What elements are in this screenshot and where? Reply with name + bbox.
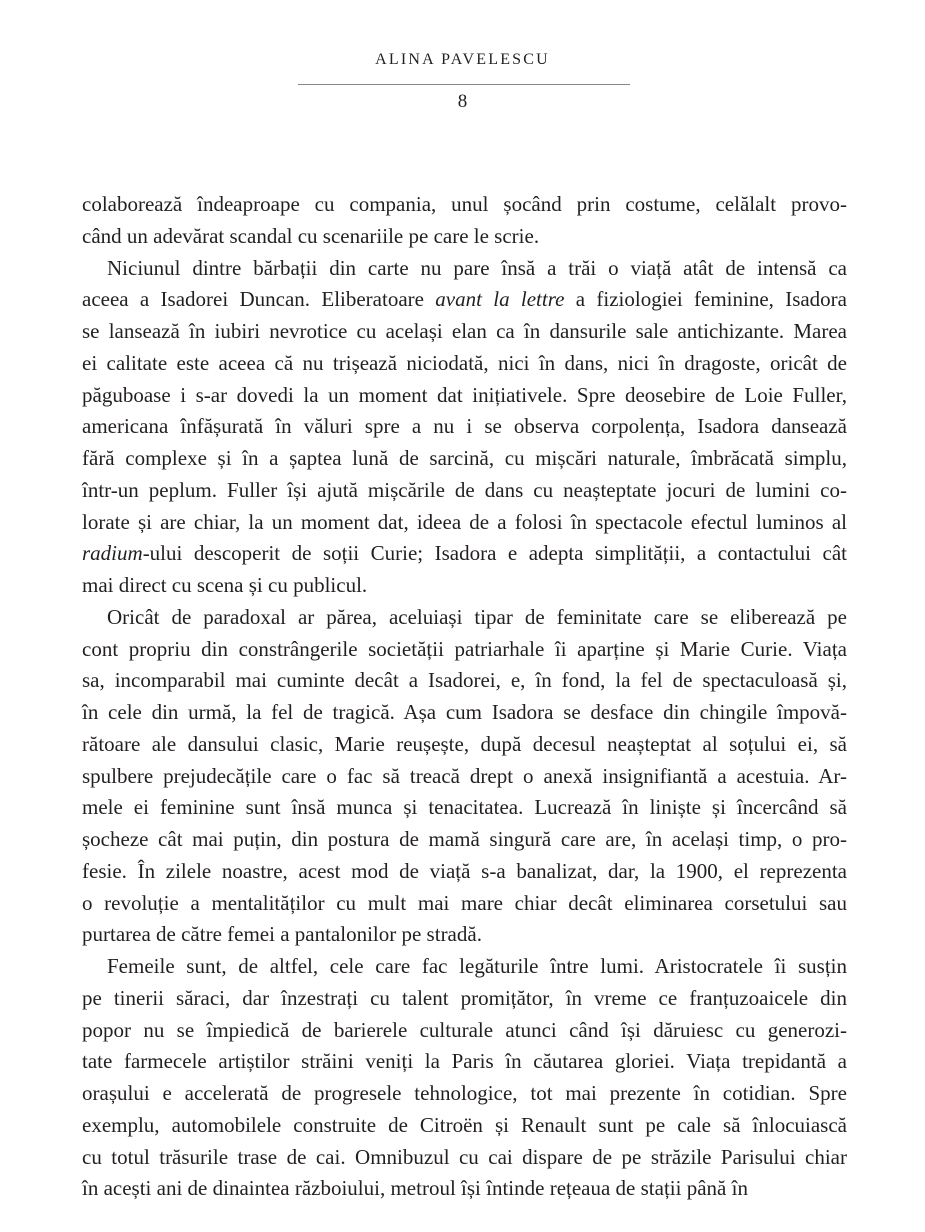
header-rule [298,84,630,85]
text-run: păguboase i s-ar dovedi la un moment dat inițiativele. Spre deosebire de Loie Fuller, [82,382,847,407]
italic-text: radium [82,541,143,566]
text-line [82,570,847,602]
page-number: 8 [457,91,468,112]
text-run: când un adevărat scandal cu scenariile pe care le scrie. [82,223,540,248]
text-run: ei calitate este aceea că nu trișează niciodată, nici în dans, nici în dragoste, oricât de [82,350,847,375]
text-run: în cele din urmă, la fel de tragică. Așa cum Isadora se desface din chingile împovă- [82,700,847,724]
text-line [82,411,847,443]
text-run: americana înfășurată în văluri spre a nu i se observa corpolența, Isadora dansează [82,414,847,439]
text-line [82,1142,847,1174]
text-run: cont propriu din constrângerile societății patriarhale îi aparține și Marie Curie. Viața [82,636,847,661]
text-run: se lansează în iubiri nevrotice cu același elan ca în dansurile sale antichizante. Marea [82,319,847,343]
text-run: o revoluție a mentalităților cu mult mai mare chiar decât eliminarea corsetului sau [82,890,847,915]
text-line [82,729,847,761]
text-run: Oricât de paradoxal ar părea, aceluiași tipar de feminitate care se eliberează pe [107,604,847,629]
body-text [82,189,847,1205]
italic-text: avant la lettre [435,287,565,312]
text-run: fesie. În zilele noastre, acest mod de viață s-a banalizat, dar, la 1900, el reprezenta [82,858,847,883]
text-line [82,380,847,412]
text-line [82,475,847,507]
paragraph [82,951,847,1205]
text-line [82,538,847,570]
text-line [82,697,847,729]
paragraph [82,253,847,602]
text-run: mai direct cu scena și cu publicul. [82,573,368,597]
text-line [82,253,847,285]
text-run: mele ei feminine sunt însă munca și tenacitatea. Lucrează în liniște și încercând să [82,795,847,820]
text-line [82,1078,847,1110]
text-run: cu totul trăsurile trase de cai. Omnibuzul cu cai dispare de pe străzile Parisului chiar [82,1144,847,1169]
text-run: Niciunul dintre bărbații din carte nu pare însă a trăi o viață atât de intensă ca [107,255,847,280]
paragraph [82,189,847,253]
text-run: fără complexe și în a șaptea lună de sarcină, cu mișcări naturale, îmbrăcată simplu, [82,446,847,470]
text-line [82,824,847,856]
text-run: Femeile sunt, de altfel, cele care fac legăturile între lumi. Aristocratele îi susțin [107,954,847,978]
text-line [82,1173,847,1205]
text-run: orașului e accelerată de progresele tehnologice, tot mai prezente în cotidian. Spre [82,1081,847,1105]
text-line [82,665,847,697]
text-run: rătoare ale dansului clasic, Marie reușește, după decesul neașteptat al soțului ei, să [82,731,847,756]
text-run: spulbere prejudecățile care o fac să treacă drept o anexă insignifiantă a acestuia. Ar- [82,763,847,788]
text-run: lorate și are chiar, la un moment dat, ideea de a folosi în spectacole efectul luminos al [82,509,847,534]
text-line [82,443,847,475]
text-line [82,951,847,983]
text-line [82,316,847,348]
running-head: ALINA PAVELESCU [375,51,550,68]
text-run: a fiziologiei feminine, Isadora [564,287,847,312]
text-line [82,856,847,888]
text-line [82,888,847,920]
text-run: sa, incomparabil mai cuminte decât a Isadorei, e, în fond, la fel de spectaculoasă și, [82,668,847,693]
text-line [82,189,847,221]
text-run: șocheze cât mai puțin, din postura de mamă singură care are, în același timp, o pro- [82,827,847,851]
text-line [82,1110,847,1142]
text-line [82,983,847,1015]
text-run: popor nu se împiedică de barierele culturale atunci când își dăruiesc cu generozi- [82,1017,847,1042]
text-line [82,1015,847,1047]
text-line [82,634,847,666]
text-run: în acești ani de dinaintea războiului, metroul își întinde rețeaua de stații până în [82,1176,748,1201]
text-line [82,761,847,793]
text-line [82,221,847,253]
text-line [82,602,847,634]
text-run: tate farmecele artiștilor străini veniți la Paris în căutarea gloriei. Viața trepidantă a [82,1049,847,1074]
paragraph [82,602,847,951]
text-line [82,792,847,824]
text-line [82,1046,847,1078]
text-run: aceea a Isadorei Duncan. Eliberatoare [82,287,436,312]
text-run: purtarea de către femei a pantalonilor pe stradă. [82,922,482,947]
text-line [82,919,847,951]
text-run: colaborează îndeaproape cu compania, unul șocând prin costume, celălalt provo- [82,192,847,216]
text-run: pe tinerii săraci, dar înzestrați cu talent promițător, în vreme ce franțuzoaicele din [82,985,847,1010]
text-line [82,348,847,380]
text-run: -ului descoperit de soții Curie; Isadora e adepta simplității, a contactului cât [142,541,847,566]
text-line [82,284,847,316]
text-line [82,507,847,539]
text-run: într-un peplum. Fuller își ajută mișcările de dans cu neașteptate jocuri de lumini co- [82,477,847,502]
text-run: exemplu, automobilele construite de Citroën și Renault sunt pe cale să înlocuiască [82,1112,847,1137]
